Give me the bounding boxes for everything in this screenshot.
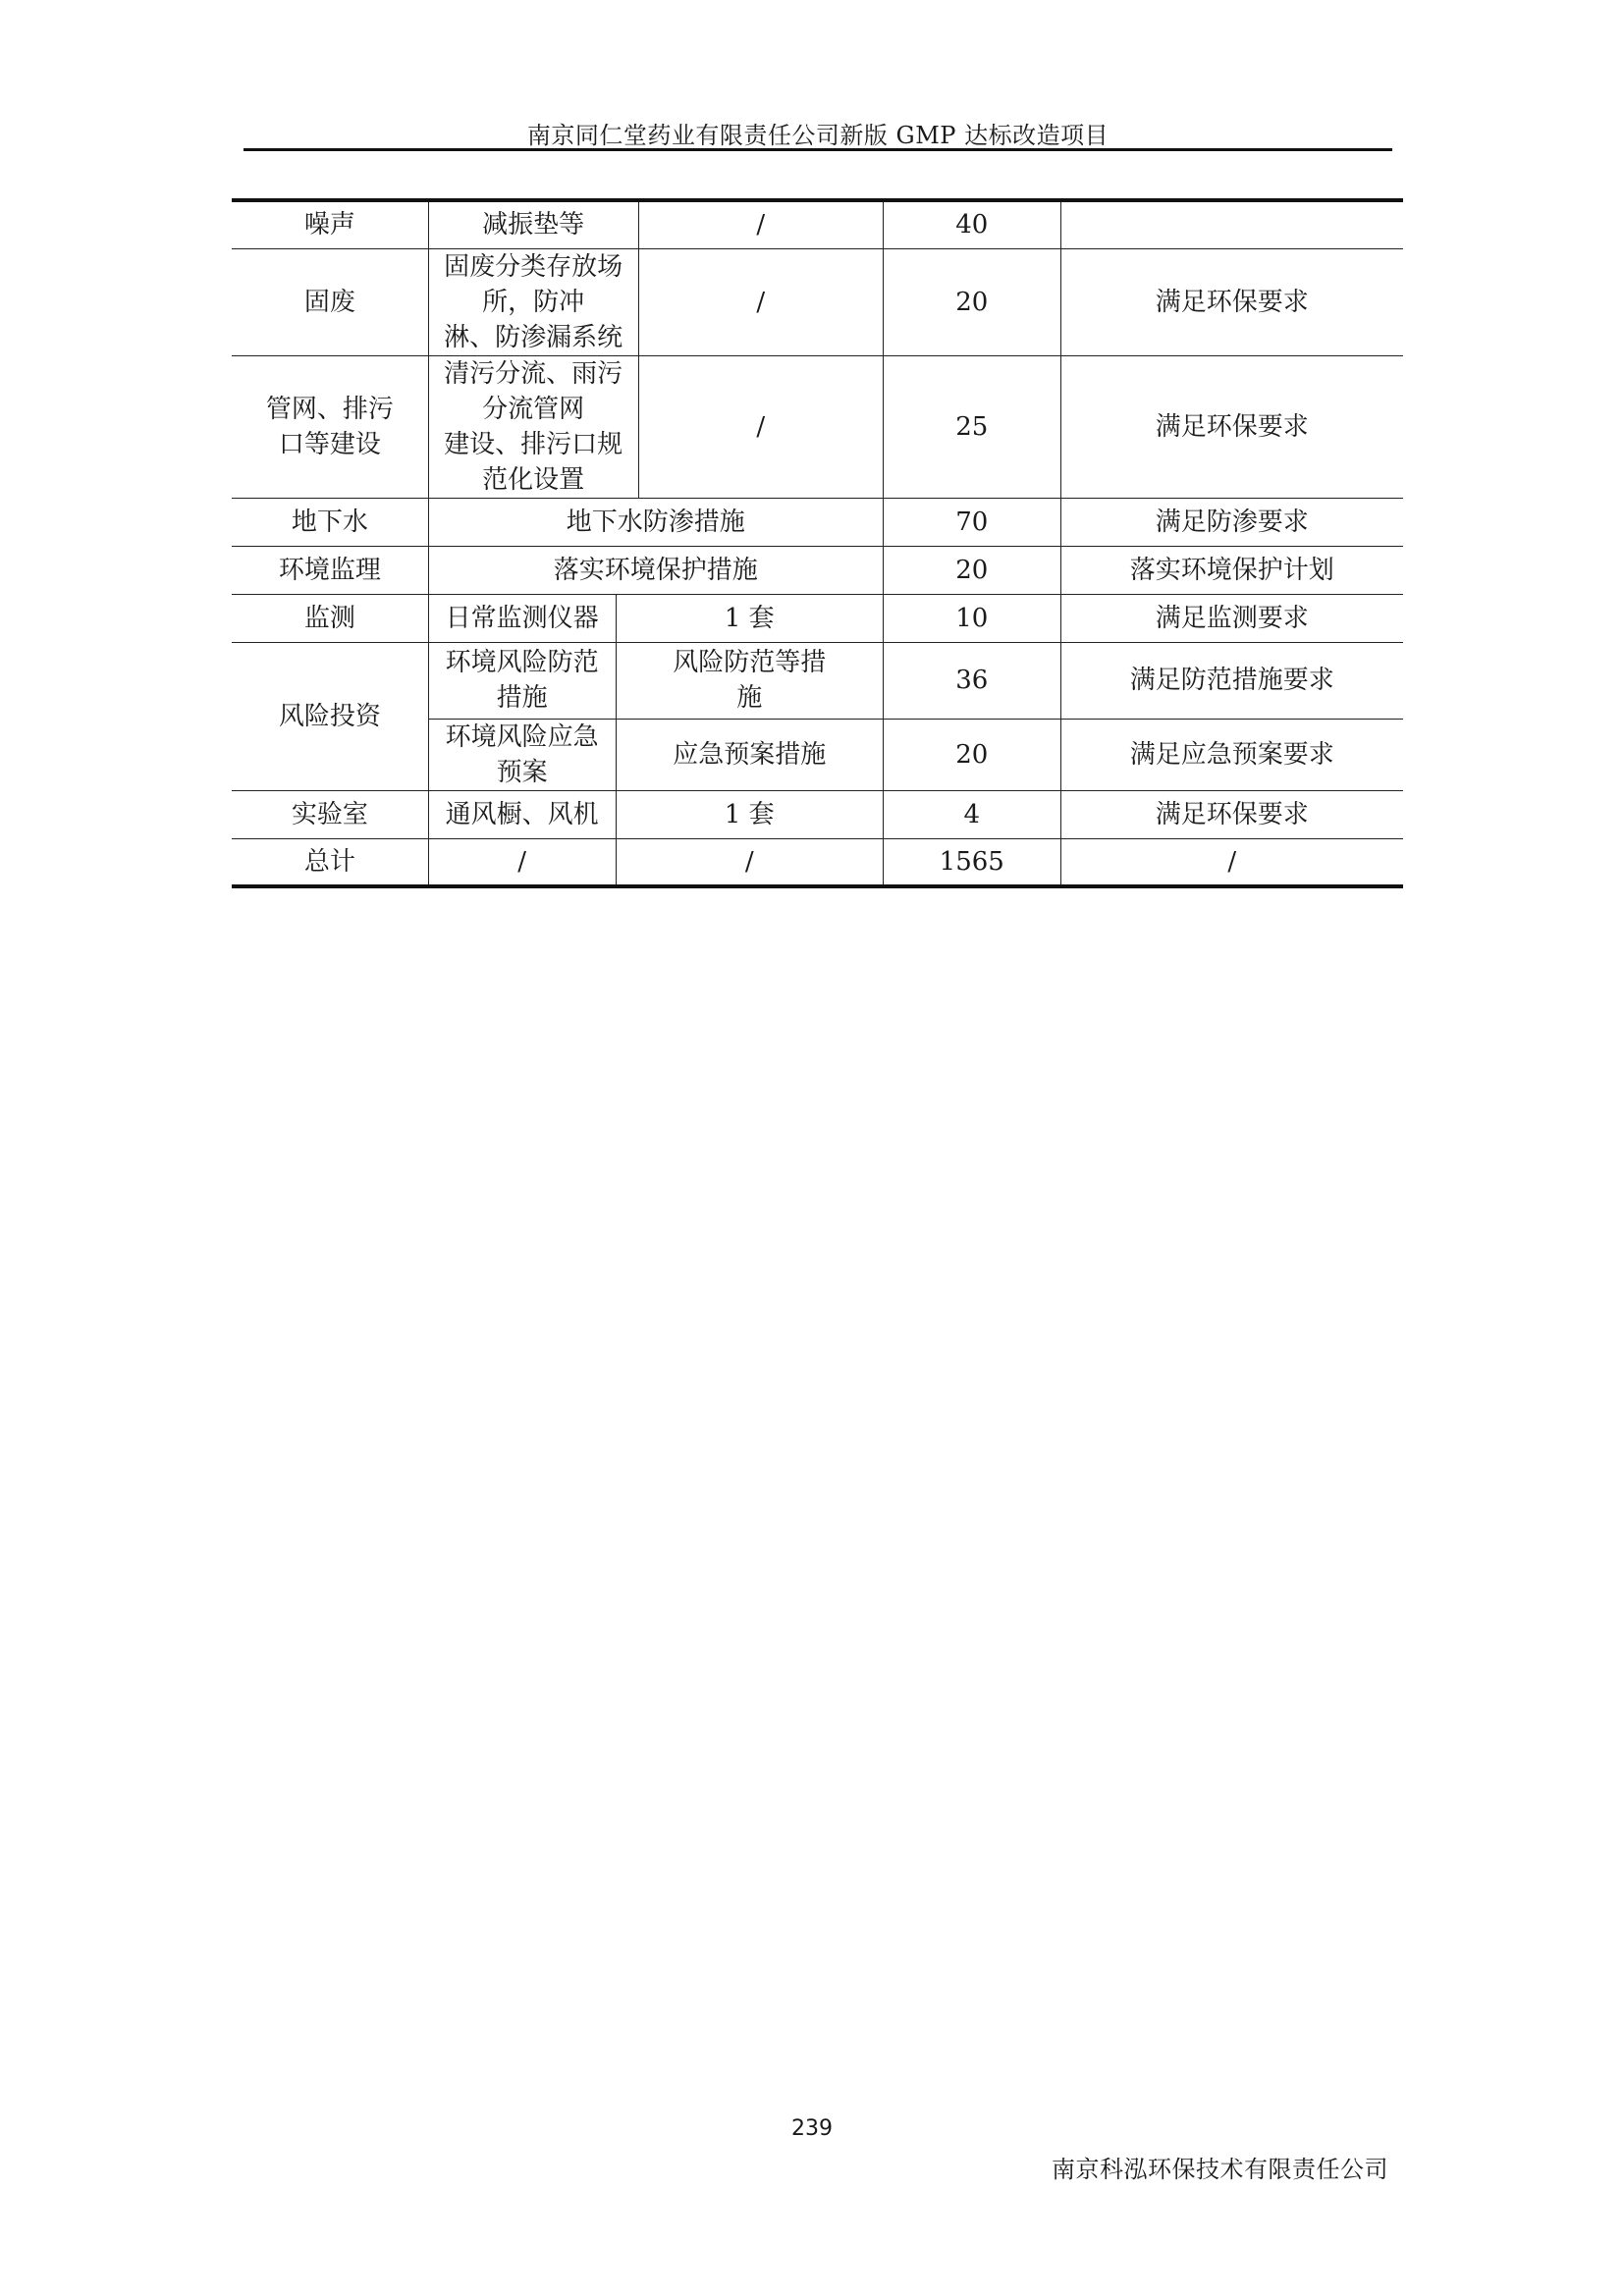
table-row <box>232 546 1403 594</box>
page-header-title: 南京同仁堂药业有限责任公司新版 GMP 达标改造项目 <box>526 122 1110 149</box>
measure-cell: 日常监测仪器 <box>428 594 616 642</box>
investment-cell: 20 <box>883 248 1060 355</box>
category-cell: 固废 <box>232 248 428 355</box>
effect-cell: 满足环保要求 <box>1060 355 1403 498</box>
category-line: 管网、排污 <box>265 394 394 424</box>
investment-cell: 20 <box>883 546 1060 594</box>
table-row <box>232 200 1403 248</box>
measure-cell: 地下水防渗措施 <box>428 498 883 546</box>
quantity-cell: / <box>638 200 883 248</box>
effect-cell: 满足防范措施要求 <box>1060 642 1403 719</box>
category-cell <box>232 355 428 498</box>
investment-cell: 40 <box>883 200 1060 248</box>
measure-cell: 减振垫等 <box>428 200 638 248</box>
category-line: 口等建设 <box>278 429 381 459</box>
measure-line: 淋、防渗漏系统 <box>444 322 623 352</box>
measure-cell: 环境风险防范措施 <box>428 642 616 719</box>
table-row <box>232 248 1403 355</box>
investment-table <box>232 198 1403 888</box>
effect-cell <box>1060 200 1403 248</box>
effect-cell: / <box>1060 838 1403 886</box>
header-divider <box>244 148 1392 151</box>
investment-cell: 1565 <box>883 838 1060 886</box>
investment-cell: 25 <box>883 355 1060 498</box>
investment-cell: 70 <box>883 498 1060 546</box>
measure-cell: / <box>428 838 616 886</box>
quantity-line: 风险防范等措 <box>673 648 827 677</box>
effect-cell: 满足监测要求 <box>1060 594 1403 642</box>
table-row <box>232 642 1403 719</box>
quantity-cell <box>616 642 883 719</box>
investment-cell: 10 <box>883 594 1060 642</box>
category-cell: 环境监理 <box>232 546 428 594</box>
measure-cell <box>428 248 638 355</box>
quantity-cell: 1 套 <box>616 790 883 838</box>
table-row <box>232 838 1403 886</box>
measure-cell <box>428 355 638 498</box>
measure-cell: 环境风险应急预案 <box>428 719 616 790</box>
category-cell: 总计 <box>232 838 428 886</box>
category-cell: 监测 <box>232 594 428 642</box>
table-row <box>232 790 1403 838</box>
quantity-cell: 应急预案措施 <box>616 719 883 790</box>
quantity-cell: / <box>616 838 883 886</box>
quantity-cell: / <box>638 355 883 498</box>
quantity-cell: / <box>638 248 883 355</box>
quantity-line: 施 <box>736 683 763 713</box>
footer-company-name: 南京科泓环保技术有限责任公司 <box>1052 2156 1388 2183</box>
effect-cell: 落实环境保护计划 <box>1060 546 1403 594</box>
measure-line: 固废分类存放场所，防冲 <box>444 251 623 317</box>
category-cell: 噪声 <box>232 200 428 248</box>
table-row <box>232 594 1403 642</box>
effect-cell: 满足环保要求 <box>1060 790 1403 838</box>
table-row <box>232 498 1403 546</box>
investment-cell: 20 <box>883 719 1060 790</box>
measure-line: 建设、排污口规范化设置 <box>444 429 623 495</box>
investment-cell: 4 <box>883 790 1060 838</box>
category-cell: 地下水 <box>232 498 428 546</box>
effect-cell: 满足应急预案要求 <box>1060 719 1403 790</box>
investment-cell: 36 <box>883 642 1060 719</box>
measure-cell: 落实环境保护措施 <box>428 546 883 594</box>
category-cell: 实验室 <box>232 790 428 838</box>
page-number: 239 <box>791 2116 833 2141</box>
table-row <box>232 355 1403 498</box>
effect-cell: 满足防渗要求 <box>1060 498 1403 546</box>
measure-cell: 通风橱、风机 <box>428 790 616 838</box>
quantity-cell: 1 套 <box>616 594 883 642</box>
effect-cell: 满足环保要求 <box>1060 248 1403 355</box>
measure-line: 清污分流、雨污分流管网 <box>444 358 623 424</box>
category-cell: 风险投资 <box>232 642 428 790</box>
